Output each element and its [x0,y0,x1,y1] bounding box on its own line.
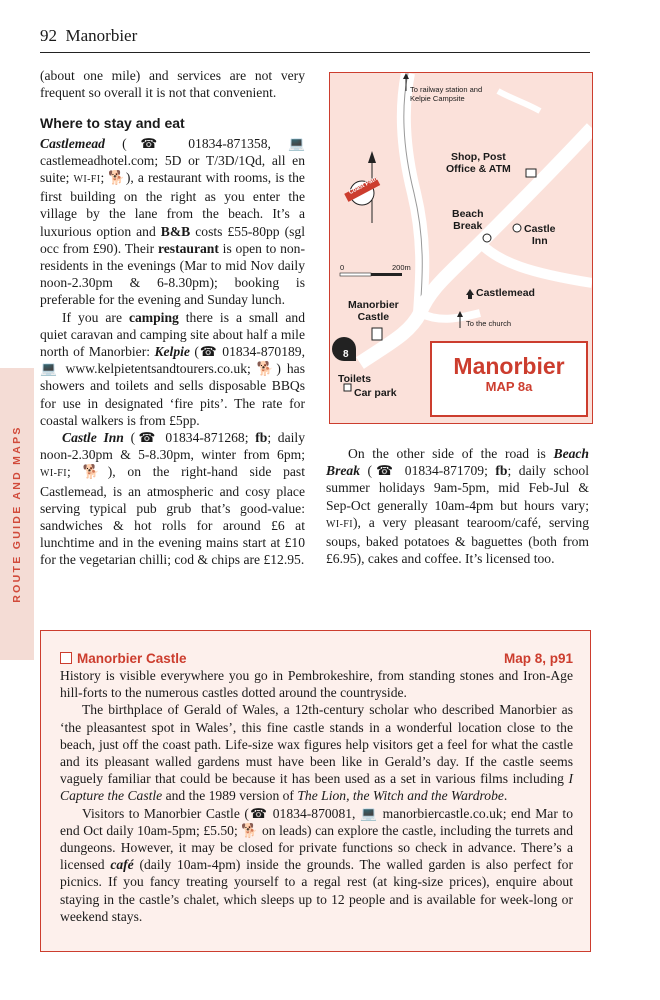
castle-info-box [40,630,591,952]
section-heading: Where to stay and eat [40,115,185,132]
map-title-box [430,341,588,417]
castlemead-paragraph: Castlemead (☎ 01834-871358, 💻 castlemeadhotel.com; 5D or T/3D/1Qd, all en suite; WI-FI; 🐕), a restaurant with rooms, is the first building on the right as you enter the village by the lane from the beach. It’s a luxurious option and B&B costs £55-80pp (sgl occ from £90). Their restaurant is open to non-residents in the evenings (Mar to mid Nov daily noon-2.30pm & 6-8.30pm); booking is preferable for the evening and Sunday lunch. [40,135,306,308]
map-label-railway: To railway station and Kelpie Campsite [410,85,483,103]
map-label-toilets: Toilets [338,373,372,385]
map-label-beach-break: Beach Break [452,208,484,232]
map-scale-200: 200m [392,263,411,272]
map-title: Manorbier [453,353,565,379]
map-8a [329,72,593,424]
box-paragraph-2: The birthplace of Gerald of Wales, a 12th-century scholar who described Manorbier as ‘the pleasantest spot in Wales’, this fine castle stands in a wonderful location close to the beach, just off the coast path. Life-size wax figures help visitors get a feel for what the castle and its pleasant walled gardens must have been like in Gerald’s day. If the castle seems vaguely familiar that could be because it has been used as a set in various films including I Capture the Castle and the 1989 version of The Lion, the Witch and the Wardrobe. [60,702,573,804]
beach-break-paragraph: On the other side of the road is Beach Break (☎ 01834-871709; fb; daily school summer holidays 9am-5pm, mid Feb-Jul & Sep-Oct generally 10am-4pm but hours vary; WI-FI), a very pleasant tearoom/café, serving soups, baked potatoes & baguettes (both from £6.95), cakes and coffee. It’s licensed too. [326,446,589,567]
right-column [326,445,589,567]
intro-paragraph: (about one mile) and services are not very frequent so overall it is not that convenient. [40,68,305,101]
map-subtitle: MAP 8a [485,379,533,394]
map-label-manorbier-castle: Manorbier Castle [348,299,399,323]
phone-icon: ☎ [126,135,172,151]
dog-icon: 🐕 [108,170,126,186]
map-coast-path-sign: Coast Path [348,176,379,197]
castle-inn-paragraph: Castle Inn (☎ 01834-871268; fb; daily noon-2.30pm & 5-8.30pm, winter from 6pm; WI-FI; 🐕), on the right-hand side past Castlemead, is an atmospheric and cosy place serving typical pub grub that’s good-value: sandwiches & hot rolls for around £6 at lunchtime and in the evening mains start at £10 for the vegetarian chilli; cod & chips are £12.95. [40,430,305,568]
box-title-row [60,650,573,667]
side-tab-label: ROUTE GUIDE AND MAPS [11,425,23,603]
map-scale-0: 0 [340,263,345,272]
map-label-church: To the church [466,319,512,328]
left-column [40,67,305,569]
page-number: 92 [40,26,57,45]
page-title: Manorbier [65,26,138,45]
computer-icon: 💻 [288,135,305,151]
box-map-ref: Map 8, p91 [503,651,573,666]
box-title: Manorbier Castle [77,651,187,666]
map-label-castle-inn: Castle Inn [524,223,556,247]
box-paragraph-3: Visitors to Manorbier Castle (☎ 01834-870081, 💻 manorbiercastle.co.uk; end Mar to end Oct daily 10am-5pm; £5.50; 🐕 on leads) can explore the castle, including the turrets and dungeons. However, it may be closed for private functions so check in advance. There’s a licensed café (daily 10am-4pm) inside the grounds. The walled garden is also perfect for picnics. If you fancy treating yourself to a regal rest (at king-size prices), enquire about staying in the castle’s chalet, which sleeps up to 12 people and is available for week-long or weekend stays. [60,805,574,924]
page-header [40,26,590,53]
map-label-castlemead: Castlemead [476,287,535,299]
map-label-car-park: Car park [354,387,397,399]
map-label-shop: Shop, Post Office & ATM [446,151,511,175]
camping-paragraph: If you are camping there is a small and quiet caravan and camping site about half a mile north of Manorbier: Kelpie (☎ 01834-870189, 💻 www.kelpietentsandtourers.co.uk; 🐕) has showers and toilets and sells disposable BBQs for use in designated ‘fire pits’. The rate for coastal walkers is from £5pp. [40,309,306,428]
checkbox-icon [60,652,72,664]
map-ref-badge: 8 [343,349,349,360]
box-paragraph-1: History is visible everywhere you go in Pembrokeshire, from standing stones and Iron-Age hill-forts to the numerous castles dotted around the countryside. [60,668,573,701]
